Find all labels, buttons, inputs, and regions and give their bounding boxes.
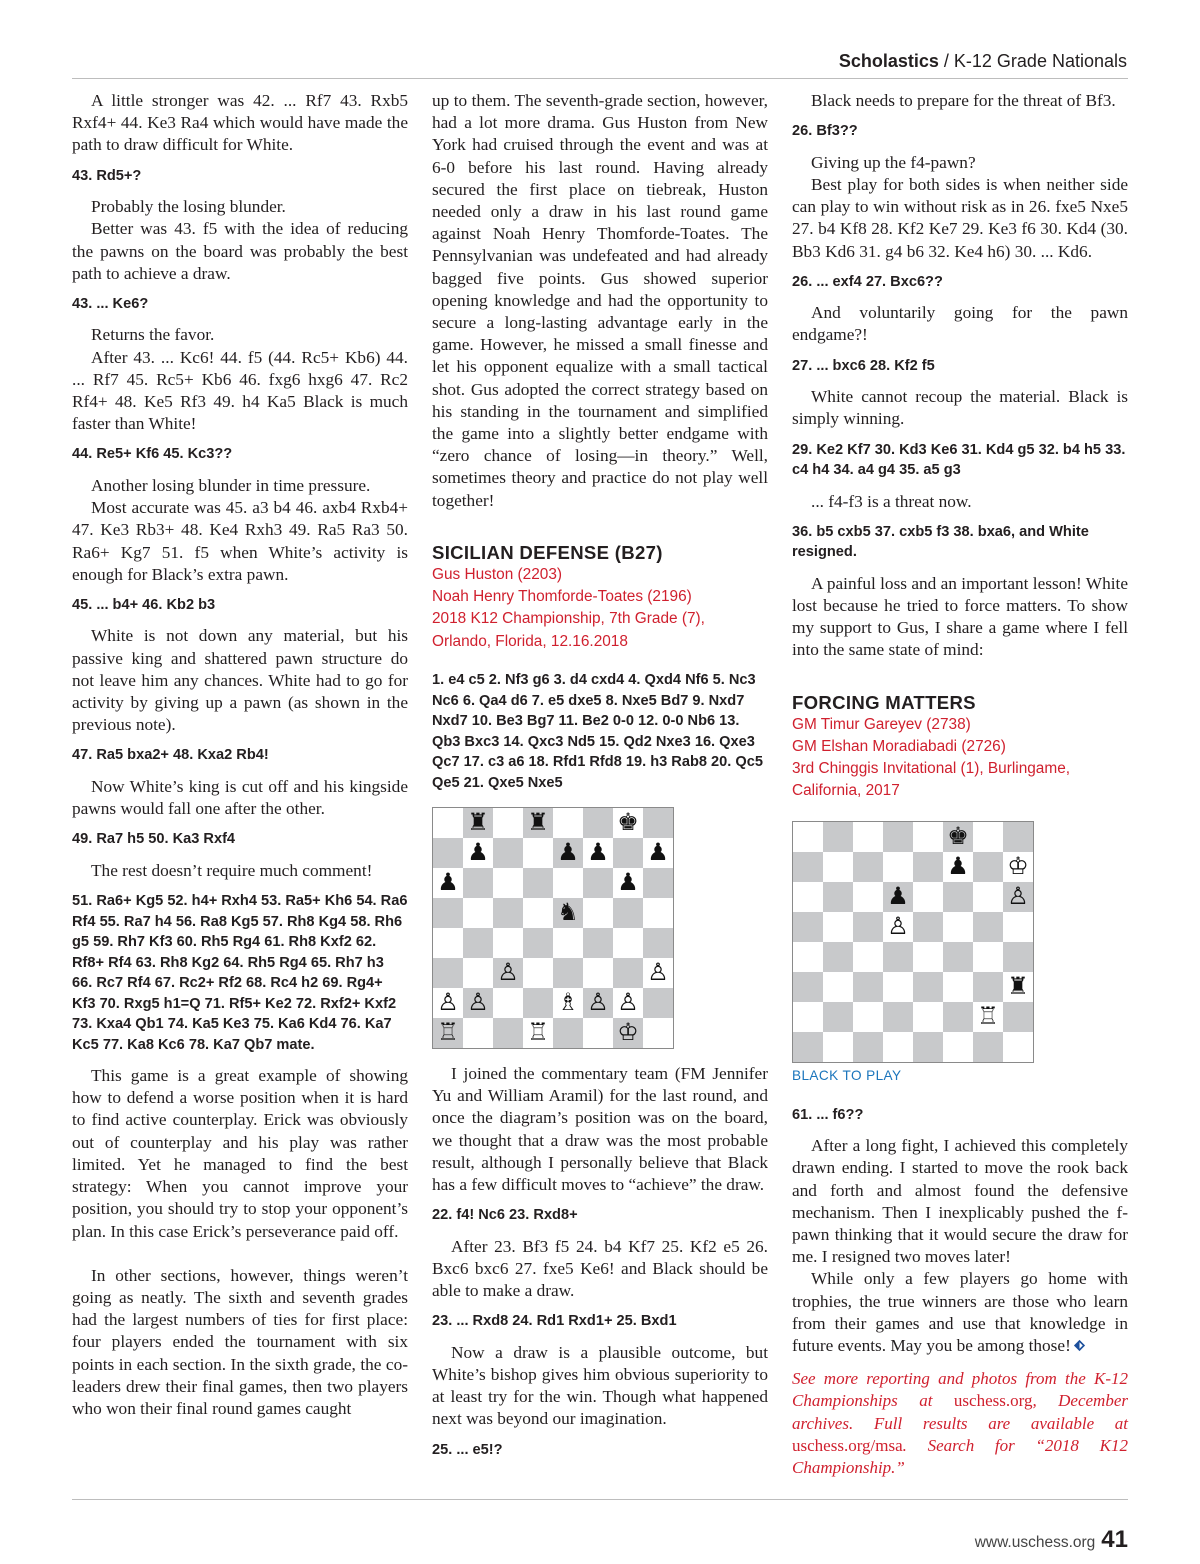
board-square [973,912,1003,942]
board-square [433,958,463,988]
board-square [463,868,493,898]
move-line: 25. ... e5!? [432,1441,503,1458]
white-pawn-icon: ♙ [1007,881,1029,910]
footer-rule [72,1499,1128,1500]
board-square [823,882,853,912]
board-square [913,822,943,852]
board-square [613,808,643,838]
board-square [583,1018,613,1048]
board-square [793,852,823,882]
white-pawn-icon: ♙ [467,988,489,1017]
white-pawn-icon: ♙ [497,958,519,987]
closing-text: While only a few players go home with trophies, the true winners are those who learn from their games and use that knowledge in future events. May you be among those! [792,1269,1128,1356]
header-section: Scholastics [838,51,939,71]
board-square [793,942,823,972]
paragraph: Better was 43. f5 with the idea of reducing the pawns on the board was probably the best path to achieve a draw. [72,219,408,283]
black-pawn-icon: ♟ [467,838,489,867]
board-square [943,1002,973,1032]
paragraph: After 23. Bf3 f5 24. b4 Kf7 25. Kf2 e5 26. Bxc6 bxc6 27. fxe5 Ke6! and Black should be able to make a draw. [432,1236,768,1301]
game-event: 3rd Chinggis Invitational (1), Burlingame, [792,760,1071,778]
board-square [823,912,853,942]
note-text: . Search for “2018 K12 Championship.” [792,1435,1128,1478]
board-square [553,1018,583,1048]
board-square [583,868,613,898]
board-square [493,988,523,1018]
white-rook-icon: ♖ [527,1018,549,1047]
board-square [973,822,1003,852]
paragraph: Now White’s king is cut off and his kingside pawns would fall one after the other. [72,776,408,819]
board-square [523,928,553,958]
paragraph: ... f4-f3 is a threat now. [811,491,972,511]
board-square [853,822,883,852]
move-line: 1. e4 c5 2. Nf3 g6 3. d4 cxd4 4. Qxd4 Nf6 5. Nc3 Nc6 6. Qa4 d6 7. e5 dxe5 8. Nxe5 Bd7 9. Nxd7 Nxd7 10. Be3 Bg7 11. Be2 0-0 12. 0-0 Nb6 13. Qb3 Bxc3 14. Qxc3 Nd5 15. Qd2 Nxe3 16. Qxe3 Qc7 17. c3 a6 18. Rfd1 Rfd8 19. h3 Rab8 20. Qc5 Qe5 21. Qxe5 Nxe5 [432,672,763,791]
board-square [883,1032,913,1062]
board-square [553,958,583,988]
paragraph: This game is a great example of showing how to defend a worse position when it is hard to find active counterplay. Erick was obviously out of counterplay and his play was rather limited. Yet he managed to find the best strategy: When you cannot improve your position, you should try to stop your opponent’s plan. In this case Erick’s perseverance paid off. [72,1066,408,1241]
paragraph: A painful loss and an important lesson! White lost because he tried to force matters. To show my support to Gus, I share a game where I fell into the same state of mind: [792,573,1128,660]
page-footer [975,1526,1128,1554]
board-square [553,988,583,1018]
board-square [553,868,583,898]
board-square [1003,942,1033,972]
paragraph: White cannot recoup the material. Black is simply winning. [792,387,1128,429]
black-pawn-icon: ♟ [437,868,459,897]
board-square [583,958,613,988]
game-event: 2018 K12 Championship, 7th Grade (7), [432,610,705,628]
white-king-icon: ♔ [1007,851,1029,880]
note-link[interactable]: uschess.org/msa [792,1435,903,1455]
black-rook-icon: ♜ [527,808,549,837]
board-square [643,898,673,928]
board-square [433,898,463,928]
black-player: Noah Henry Thomforde-Toates (2196) [432,588,692,606]
board-square [973,1032,1003,1062]
paragraph: I joined the commentary team (FM Jennifer Yu and William Aramil) for the last round, and once the diagram’s position was on the board, we thought that a draw was the most probable result, although I personally believe that Black has a few difficult moves to “achieve” the draw. [432,1064,768,1195]
note-link[interactable]: uschess.org [953,1391,1033,1411]
paragraph: Now a draw is a plausible outcome, but White’s bishop gives him obvious superiority to at least try for the win. Though what happened next was beyond our imagination. [432,1342,768,1429]
board-square [943,852,973,882]
board-square [643,1018,673,1048]
game-title: FORCING MATTERS [792,691,976,713]
board-square [463,898,493,928]
board-square [553,838,583,868]
board-square [433,808,463,838]
black-pawn-icon: ♟ [647,838,669,867]
paragraph: Returns the favor. [91,325,215,345]
board-square [613,838,643,868]
board-square [463,838,493,868]
board-square [913,972,943,1002]
board-square [1003,852,1033,882]
board-square [793,822,823,852]
game-title: SICILIAN DEFENSE (B27) [432,541,663,563]
board-square [793,1032,823,1062]
board-square [643,928,673,958]
paragraph: And voluntarily going for the pawn endgame?! [792,303,1128,345]
paragraph: The rest doesn’t require much comment! [91,860,373,880]
paragraph: After a long fight, I achieved this completely drawn ending. I started to move the rook back and forth and almost found the defensive mechanism. Then I inexplicably pushed the f-pawn thinking that it would secure the draw for me. I resigned two moves later! [792,1136,1128,1267]
board-square [463,988,493,1018]
board-square [493,958,523,988]
white-pawn-icon: ♙ [617,988,639,1017]
paragraph: Giving up the f4-pawn? [811,152,976,172]
black-king-icon: ♚ [947,821,969,850]
board-square [493,898,523,928]
board-square [613,868,643,898]
board-square [643,958,673,988]
board-square [433,838,463,868]
board-square [853,882,883,912]
board-square [613,958,643,988]
board-square [913,852,943,882]
board-square [463,958,493,988]
board-square [943,822,973,852]
board-square [823,1002,853,1032]
board-square [943,972,973,1002]
header-title: K-12 Grade Nationals [953,51,1127,71]
board-square [883,972,913,1002]
move-line: 23. ... Rxd8 24. Rd1 Rxd1+ 25. Bxd1 [432,1313,677,1330]
board-square [493,808,523,838]
page-number: 41 [1101,1526,1128,1553]
move-line: 27. ... bxc6 28. Kf2 f5 [792,357,935,374]
board-square [913,1032,943,1062]
board-square [583,928,613,958]
board-square [943,882,973,912]
board-square [433,868,463,898]
paragraph: A little stronger was 42. ... Rf7 43. Rxb5 Rxf4+ 44. Ke3 Ra4 which would have made the path to draw difficult for White. [72,91,408,155]
black-pawn-icon: ♟ [557,838,579,867]
paragraph: up to them. The seventh-grade section, however, had a lot more drama. Gus Huston from New York had cruised through the event and was at 6-0 before his last round. Having already secured the first place on tiebreak, Huston needed only a draw in his last round game against Noah Henry Thomforde-Toates. The Pennsylvanian was undefeated and had already bagged five points. Gus showed superior opening knowledge and had the opportunity to secure a long-lasting advantage early in the game. However, he missed a small finesse and let his opponent equalize with a small tactical shot. Gus adopted the correct strategy based on his standing in the tournament and simplified the game into a slightly better endgame with “zero chance of losing—in theory.” Well, sometimes theory and practice do not play well together! [432,91,768,510]
paragraph: Another losing blunder in time pressure. [91,475,371,495]
uschess-end-mark-icon [1073,1339,1086,1352]
board-square [643,838,673,868]
board-square [583,988,613,1018]
board-square [493,1018,523,1048]
paragraph: In other sections, however, things weren’t going as neatly. The sixth and seventh grades had the largest numbers of ties for first place: four players ended the tournament with six points in each section. In the sixth grade, the co-leaders drew their final games, then two players who won their final round games caught [72,1265,408,1418]
board-square [1003,1032,1033,1062]
move-line: 49. Ra7 h5 50. Ka3 Rxf4 [72,831,236,848]
board-square [433,928,463,958]
move-line: 51. Ra6+ Kg5 52. h4+ Rxh4 53. Ra5+ Kh6 54. Ra6 Rf4 55. Ra7 h4 56. Ra8 Kg5 57. Rh8 Kg4 58. Rh6 g5 59. Rh7 Kf3 60. Rh5 Rg4 61. Rh8 Kxf2 62. Rf8+ Rf4 63. Rh8 Kg2 64. Rh5 Rg4 65. Rh7 h3 66. Rc7 Rf4 67. Rc2+ Rf2 68. Rc4 h2 69. Rg4+ Kf3 70. Rxg5 h1=Q 71. Rf5+ Ke2 72. Rxf2+ Kxf2 73. Kxa4 Qb1 74. Ka5 Ke3 75. Ka6 Kd4 76. Ka7 Kc5 77. Ka8 Kc6 78. Ka7 Qb7 mate. [72,893,408,1053]
board-square [613,1018,643,1048]
move-line: 45. ... b4+ 46. Kb2 b3 [72,596,216,613]
move-line: 22. f4! Nc6 23. Rxd8+ [432,1207,578,1224]
board-square [1003,882,1033,912]
reporting-note [792,1368,1128,1479]
board-square [553,808,583,838]
move-line: 44. Re5+ Kf6 45. Kc3?? [72,446,233,463]
paragraph [792,1268,1128,1357]
board-square [973,882,1003,912]
board-square [493,928,523,958]
board-square [1003,972,1033,1002]
board-square [523,898,553,928]
board-square [973,1002,1003,1032]
black-rook-icon: ♜ [467,808,489,837]
paragraph: Probably the losing blunder. [91,197,286,217]
board-square [913,942,943,972]
board-square [823,1032,853,1062]
board-square [793,912,823,942]
board-square [613,928,643,958]
black-player: GM Elshan Moradiabadi (2726) [792,737,1006,755]
black-pawn-icon: ♟ [947,851,969,880]
column-3 [792,90,1128,1479]
board-square [523,988,553,1018]
chess-diagram [432,807,674,1049]
board-square [523,808,553,838]
white-rook-icon: ♖ [977,1001,999,1030]
chess-diagram [792,821,1034,1063]
board-square [643,808,673,838]
board-square [853,1032,883,1062]
board-square [973,852,1003,882]
header-separator: / [938,51,954,71]
board-square [613,988,643,1018]
board-square [643,868,673,898]
move-line: 61. ... f6?? [792,1106,864,1123]
paragraph: White is not down any material, but his passive king and shattered pawn structure do not leave him any chances. White had to go for activity by giving up a pawn (as shown in the previous note). [72,626,408,735]
white-bishop-icon: ♗ [557,988,579,1017]
board-square [493,838,523,868]
board-square [823,942,853,972]
board-square [853,942,883,972]
white-pawn-icon: ♙ [587,988,609,1017]
board-square [523,838,553,868]
board-square [493,868,523,898]
board-square [943,942,973,972]
move-line: 43. ... Ke6? [72,295,149,312]
board-square [523,1018,553,1048]
board-square [523,868,553,898]
paragraph: Most accurate was 45. a3 b4 46. axb4 Rxb4+ 47. Ke3 Rb3+ 48. Ke4 Rxh3 49. Ra5 Ra3 50. Ra6+ Kg7 51. f5 when White’s activity is enough for Black’s extra pawn. [72,498,408,584]
board-square [853,912,883,942]
white-pawn-icon: ♙ [647,958,669,987]
black-pawn-icon: ♟ [587,838,609,867]
game-place: Orlando, Florida, 12.16.2018 [432,632,628,650]
board-square [853,852,883,882]
board-square [433,988,463,1018]
header-rule [72,78,1128,79]
board-square [463,1018,493,1048]
board-square [853,972,883,1002]
white-rook-icon: ♖ [437,1018,459,1047]
board-square [823,822,853,852]
paragraph: Best play for both sides is when neither side can play to win without risk as in 26. fxe5 Nxe5 27. b4 Kf8 28. Kf2 Ke7 29. Ke3 f6 30. Kd4 (30. Bb3 Kd6 31. g4 b6 32. Ke4 h6) 30. ... Kd6. [792,174,1128,261]
white-king-icon: ♔ [617,1018,639,1047]
board-square [883,1002,913,1032]
move-line: 43. Rd5+? [72,167,142,184]
black-pawn-icon: ♟ [887,881,909,910]
note-text: , December archives. Full results are available at [792,1391,1128,1433]
board-square [1003,912,1033,942]
note-text: See more reporting and photos from the K-12 Championships at [792,1369,1128,1411]
board-square [883,882,913,912]
black-rook-icon: ♜ [1007,971,1029,1000]
board-square [583,808,613,838]
board-square [463,928,493,958]
board-square [943,1032,973,1062]
board-square [883,912,913,942]
board-square [823,972,853,1002]
board-square [613,898,643,928]
board-square [883,942,913,972]
game-place: California, 2017 [792,782,900,800]
black-knight-icon: ♞ [557,898,579,927]
board-square [523,958,553,988]
move-line: 29. Ke2 Kf7 30. Kd3 Ke6 31. Kd4 g5 32. b4 h5 33. c4 h4 34. a4 g4 35. a5 g3 [792,441,1126,479]
column-2 [432,90,768,1470]
move-line: 26. Bf3?? [792,123,858,140]
board-square [913,1002,943,1032]
move-line: 36. b5 cxb5 37. cxb5 f3 38. bxa6, and White resigned. [792,523,1089,561]
board-square [853,1002,883,1032]
board-square [553,928,583,958]
white-player: Gus Huston (2203) [432,565,563,583]
column-1 [72,90,408,1420]
diagram-caption: BLACK TO PLAY [792,1067,902,1083]
board-square [973,972,1003,1002]
board-square [583,838,613,868]
board-square [823,852,853,882]
board-square [883,852,913,882]
board-square [913,882,943,912]
board-square [913,912,943,942]
move-line: 47. Ra5 bxa2+ 48. Kxa2 Rb4! [72,747,269,764]
black-king-icon: ♚ [617,808,639,837]
white-pawn-icon: ♙ [887,911,909,940]
board-square [463,808,493,838]
board-square [553,898,583,928]
board-square [793,882,823,912]
board-square [1003,1002,1033,1032]
board-square [793,1002,823,1032]
white-pawn-icon: ♙ [437,988,459,1017]
footer-url[interactable]: www.uschess.org [974,1534,1096,1551]
paragraph: After 43. ... Kc6! 44. f5 (44. Rc5+ Kb6) 44. ... Rf7 45. Rc5+ Kb6 46. fxg6 hxg6 47. Rc2 Rf4+ 48. Ke5 Rf3 49. h4 Ka5 Black is much faster than White! [72,347,408,434]
paragraph: Black needs to prepare for the threat of Bf3. [811,91,1116,110]
white-player: GM Timur Gareyev (2738) [792,715,971,733]
black-pawn-icon: ♟ [617,868,639,897]
board-square [433,1018,463,1048]
board-square [973,942,1003,972]
board-square [943,912,973,942]
board-square [583,898,613,928]
board-square [883,822,913,852]
board-square [643,988,673,1018]
running-header [839,51,1127,72]
board-square [1003,822,1033,852]
board-square [793,972,823,1002]
move-line: 26. ... exf4 27. Bxc6?? [792,273,943,290]
